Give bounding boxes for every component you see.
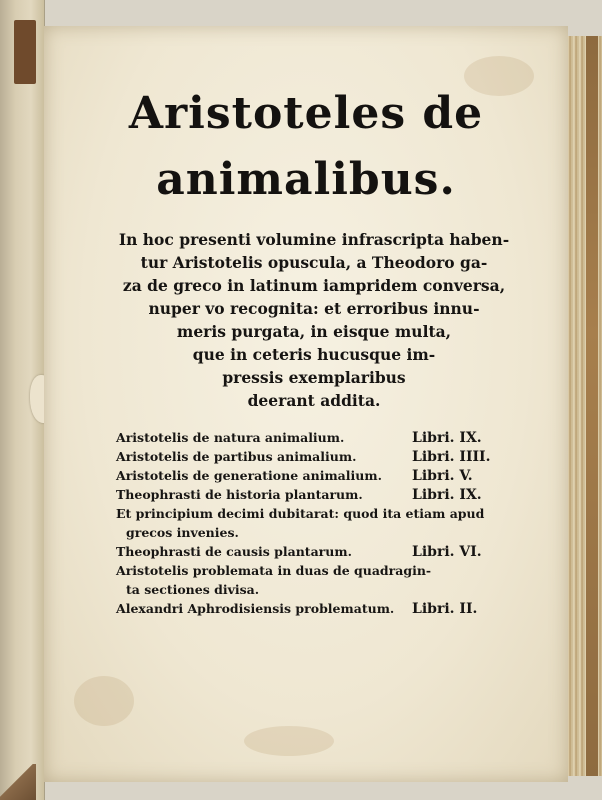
page-block-edge <box>565 36 602 776</box>
intro-line: meris purgata, in eisque multa, <box>176 322 452 341</box>
intro-line: nuper vo recognita: et erroribus innu- <box>148 299 480 318</box>
contents-row <box>116 601 516 620</box>
contents-row <box>116 582 516 601</box>
work-title: Et principium decimi dubitarat: quod ita etiam apud <box>116 506 485 521</box>
contents-row <box>116 544 516 563</box>
intro-line: za de greco in latinum iampridem conversa, <box>122 276 506 295</box>
contents-row <box>116 430 516 449</box>
work-title: Alexandri Aphrodisiensis problematum. <box>116 601 395 616</box>
title-line-2: animalibus. <box>156 154 456 205</box>
contents-row <box>116 487 516 506</box>
book-count: Libri. V. <box>412 468 473 484</box>
intro-line: tur Aristotelis opuscula, a Theodoro ga- <box>140 253 488 272</box>
intro-line: deerant addita. <box>247 391 381 410</box>
contents-row <box>116 449 516 468</box>
contents-row <box>116 468 516 487</box>
foxing-stain <box>74 676 134 726</box>
leather-corner <box>0 764 36 800</box>
intro-line: que in ceteris hucusque im- <box>192 345 436 364</box>
work-title: Aristotelis de generatione animalium. <box>116 468 382 483</box>
book-count: Libri. IX. <box>412 430 482 446</box>
work-title: grecos invenies. <box>126 525 239 540</box>
spine-strip <box>586 36 598 776</box>
work-title: ta sectiones divisa. <box>126 582 260 597</box>
contents-row <box>116 525 516 544</box>
intro-line: In hoc presenti volumine infrascripta haben- <box>118 230 510 249</box>
intro-paragraph <box>114 228 514 412</box>
work-title: Aristotelis de natura animalium. <box>116 430 345 445</box>
book-count: Libri. II. <box>412 601 478 617</box>
foxing-stain <box>244 726 334 756</box>
contents-row <box>116 506 516 525</box>
work-title: Aristotelis de partibus animalium. <box>116 449 357 464</box>
left-cover-edge <box>0 0 45 800</box>
intro-line: pressis exemplaribus <box>222 368 406 387</box>
contents-list <box>116 430 516 620</box>
work-title: Aristotelis problemata in duas de quadragin- <box>116 563 432 578</box>
book-count: Libri. IX. <box>412 487 482 503</box>
title-page <box>44 26 568 782</box>
title-line-1: Aristoteles de <box>128 88 484 139</box>
book-count: Libri. VI. <box>412 544 482 560</box>
work-title: Theophrasti de causis plantarum. <box>116 544 352 559</box>
binding-tab <box>14 20 36 84</box>
book-count: Libri. IIII. <box>412 449 491 465</box>
contents-row <box>116 563 516 582</box>
work-title: Theophrasti de historia plantarum. <box>116 487 363 502</box>
